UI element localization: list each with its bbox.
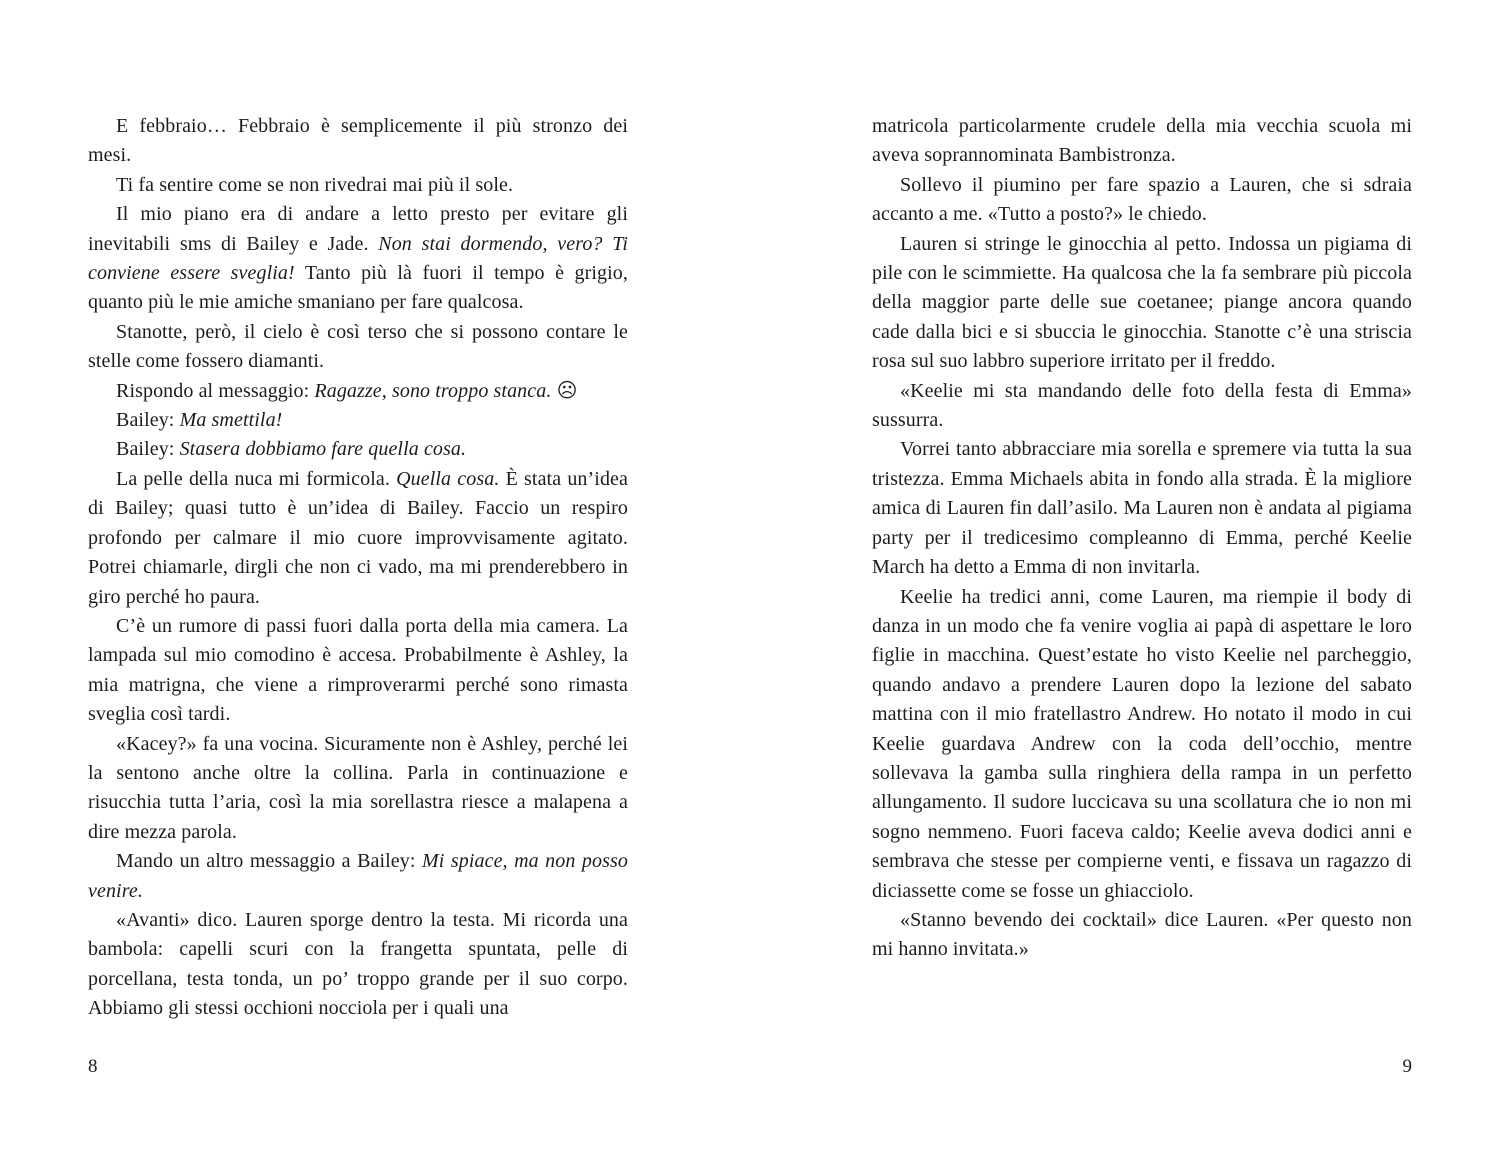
paragraph [872,435,1412,582]
page-number-right: 9 [1402,1056,1412,1077]
text-segment: Keelie ha tredici anni, come Lauren, ma riempie il body di danza in un modo che fa venire voglia ai papà di aspettare le loro figlie in macchina. Quest’estate ho visto Keelie nel parcheggio, quando andavo a prendere Lauren dopo la lezione del sabato mattina con il mio fratellastro Andrew. Ho notato il modo in cui Keelie guardava Andrew con la coda dell’occhio, mentre sollevava la gamba sulla ringhiera della rampa in un perfetto allungamento. Il sudore luccicava su una scollatura che io non mi sogno nemmeno. Fuori faceva caldo; Keelie aveva dodici anni e sembrava che stesse per compierne venti, e fissava un ragazzo di diciassette come se fosse un ghiacciolo. [872,585,1412,902]
text-segment: Sollevo il piumino per fare spazio a Lauren, che si sdraia accanto a me. «Tutto a posto?» le chiedo. [872,173,1412,226]
paragraph [88,847,628,906]
paragraph [88,435,628,464]
paragraph [88,112,628,171]
page-number-left: 8 [88,1056,98,1077]
paragraph [88,730,628,848]
text-segment: Bailey: [116,438,180,461]
text-segment: Il mio piano era di andare a letto presto per evitare gli inevitabili sms di Bailey e Jade. [88,203,628,255]
page-right-text [872,112,1412,965]
text-segment: C’è un rumore di passi fuori dalla porta della mia camera. La lampada sul mio comodino è accesa. Probabilmente è Ashley, la mia matrigna, che viene a rimproverarmi perché sono rimasta sveglia così tardi. [88,614,628,726]
text-segment: «Keelie mi sta mandando delle foto della festa di Emma» sussurra. [872,379,1412,432]
italic-text-segment: Mi spiace, ma non posso venire. [88,850,628,902]
text-segment: Vorrei tanto abbracciare mia sorella e spremere via tutta la sua tristezza. Emma Michaels abita in fondo alla strada. È la migliore amica di Lauren fin dall’asilo. Ma Lauren non è andata al pigiama party per il tredicesimo compleanno di Emma, perché Keelie March ha detto a Emma di non invitarla. [872,438,1412,579]
text-segment: «Avanti» dico. Lauren sporge dentro la testa. Mi ricorda una bambola: capelli scuri con la frangetta spuntata, pelle di porcellana, testa tonda, un po’ troppo grande per il suo corpo. Abbiamo gli stessi occhioni nocciola per i quali una [88,908,628,1020]
paragraph [88,465,628,612]
italic-text-segment: Quella cosa. [396,467,500,490]
paragraph [88,906,628,1024]
text-segment: «Stanno bevendo dei cocktail» dice Lauren. «Per questo non mi hanno invitata.» [872,908,1412,961]
text-segment: Ti fa sentire come se non rivedrai mai più il sole. [116,173,514,196]
text-segment: ☹ [551,379,578,402]
paragraph [88,171,628,200]
text-segment: Bailey: [116,409,180,432]
text-segment: Lauren si stringe le ginocchia al petto. Indossa un pigiama di pile con le scimmiette. Ha qualcosa che la fa sembrare più piccola della maggior parte delle sue coetanee; piange ancora quando cade dalla bici e si sbuccia le ginocchia. Stanotte c’è una striscia rosa sul suo labbro superiore irritato per il freddo. [872,232,1412,373]
italic-text-segment: Ma smettila! [179,409,283,432]
paragraph [872,906,1412,965]
text-segment: È stata un’idea di Bailey; quasi tutto è un’idea di Bailey. Faccio un respiro profondo per calmare il mio cuore improvvisamente agitato. Potrei chiamarle, dirgli che non ci vado, ma mi prenderebbero in giro perché ho paura. [88,467,628,608]
paragraph [88,406,628,435]
page-right [750,0,1500,1152]
paragraph [872,112,1412,171]
text-segment: Tanto più là fuori il tempo è grigio, quanto più le mie amiche smaniano per fare qualcosa. [88,262,628,314]
paragraph [872,230,1412,377]
paragraph [872,377,1412,436]
paragraph [872,171,1412,230]
text-segment: Mando un altro messaggio a Bailey: [116,850,422,873]
text-segment: Rispondo al messaggio: [116,379,315,402]
text-segment: La pelle della nuca mi formicola. [116,467,397,490]
text-segment: E febbraio… Febbraio è semplicemente il più stronzo dei mesi. [88,115,628,167]
paragraph [88,377,628,406]
page-left-text [88,112,628,1024]
paragraph [88,200,628,318]
italic-text-segment: Stasera dobbiamo fare quella cosa. [179,438,467,461]
paragraph [88,318,628,377]
italic-text-segment: Ragazze, sono troppo stanca. [314,379,552,402]
text-segment: matricola particolarmente crudele della mia vecchia scuola mi aveva soprannominata Bambistronza. [872,115,1412,167]
text-segment: «Kacey?» fa una vocina. Sicuramente non è Ashley, perché lei la sentono anche oltre la collina. Parla in continuazione e risucchia tutta l’aria, così la mia sorellastra riesce a malapena a dire mezza parola. [88,732,628,843]
italic-text-segment: Non stai dormendo, vero? Ti conviene essere sveglia! [88,232,628,285]
text-segment: Stanotte, però, il cielo è così terso che si possono contare le stelle come fossero diamanti. [88,320,628,373]
paragraph [88,612,628,730]
paragraph [872,583,1412,906]
